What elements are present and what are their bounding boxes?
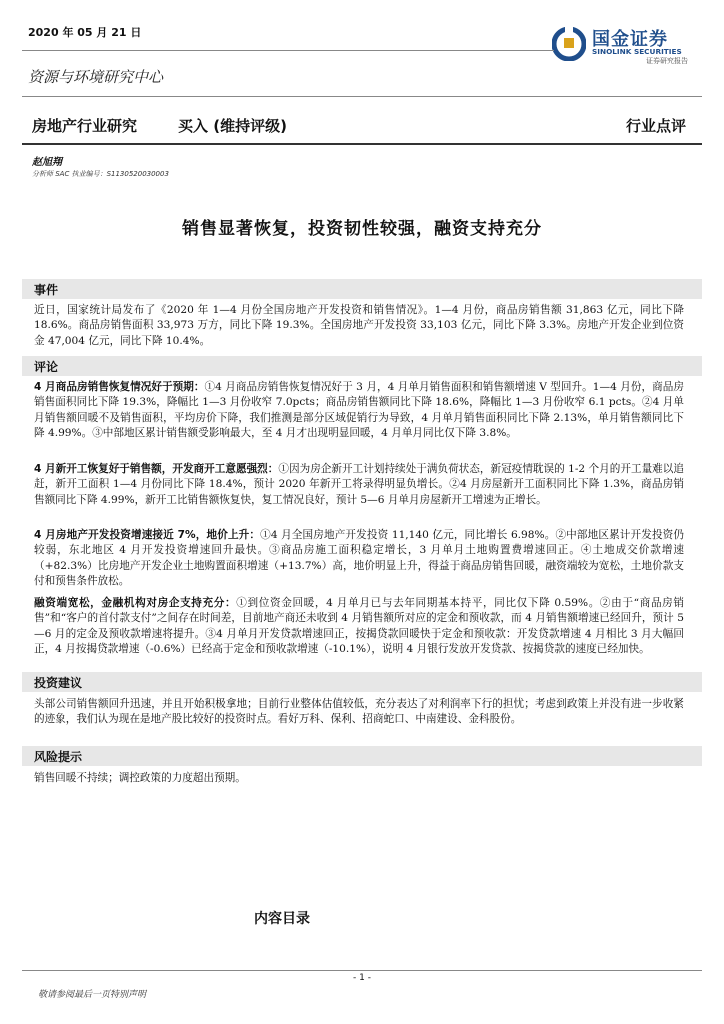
brand-name-en: SINOLINK SECURITIES <box>592 47 682 56</box>
risk-text: 销售回暖不持续；调控政策的力度超出预期。 <box>34 772 246 784</box>
comment-item-investment <box>34 528 684 590</box>
industry-label: 房地产行业研究 <box>32 117 138 135</box>
sinolink-logo-icon <box>552 27 586 61</box>
event-text: 近日，国家统计局发布了《2020 年 1—4 月份全国房地产开发投资和销售情况》。1—4 月份，商品房销售额 31,863 亿元，同比下降 18.6%。商品房销售面积 33,973 万方，同比下降 19.3%。全国房地产开发投资 33,103 亿元，同比下降 3.3%。房地产开发企业到位资金 47,004 亿元，同比下降 10.4%。 <box>34 304 684 347</box>
advice-text: 头部公司销售额回升迅速，并且开始积极拿地；目前行业整体估值较低，充分表达了对利润率下行的担忧；考虑到政策上并没有进一步收紧的迹象，我们认为现在是地产股比较好的投资时点。看好万科、保利、招商蛇口、中南建设、金科股份。 <box>34 698 684 726</box>
section-risk-header <box>22 746 702 766</box>
brand-name-cn: 国金证券 <box>592 29 668 50</box>
section-event-title: 事件 <box>34 283 59 297</box>
author-name: 赵旭翔 <box>32 157 62 168</box>
comment-item-lead: 4 月新开工恢复好于销售额，开发商开工意愿强烈： <box>34 463 279 475</box>
report-title: 销售显著恢复，投资韧性较强，融资支持充分 <box>182 219 542 239</box>
header-rule <box>22 96 702 97</box>
brand-subtitle: 证券研究报告 <box>646 57 688 65</box>
author-license: 分析师 SAC 执业编号：S1130520030003 <box>32 170 169 178</box>
section-comment-title: 评论 <box>34 360 59 374</box>
rating-label: 买入 (维持评级) <box>178 117 287 135</box>
header-rule-top <box>22 50 554 51</box>
comment-item-sales <box>34 380 684 442</box>
comment-item-text: ①因为房企新开工计划持续处于满负荷状态，新冠疫情耽误的 1-2 个月的开工量难以追赶，新开工面积 1—4 月份同比下降 18.4%，预计 2020 年新开工将录得明显负增长。②4 月房屋新开工面积同比下降 1.3%，商品房销售额同比下降 4.99%，新开工比销售额恢复快，复工情况良好，预计 5—6 月单月房屋新开工增速为正增长。 <box>34 463 684 506</box>
footer-disclaimer: 敬请参阅最后一页特别声明 <box>38 990 147 1000</box>
comment-item-lead: 4 月房地产开发投资增速接近 7%，地价上升： <box>34 529 261 541</box>
section-advice-header <box>22 672 702 692</box>
section-advice-title: 投资建议 <box>34 676 83 690</box>
comment-item-text: ①到位资金回暖，4 月单月已与去年同期基本持平，同比仅下降 0.59%。②由于“商品房销售”和“客户的首付款支付”之间存在时间差，目前地产商还未收到 4 月销售额所对应的定金和预收款，而 4 月销售额增速已经回升，预计 5—6 月的定金及预收款增速将提升。③4 月单月开发贷款增速回正，按揭贷款回暖快于定金和预收款：开发贷款增速 4 月相比 3 月大幅回正，4 月按揭贷款增速（-0.6%）已经高于定金和预收款增速（-10.1%），说明 4 月银行发放开发贷款、按揭贷款的速度已经加快。 <box>34 597 685 656</box>
research-center: 资源与环境研究中心 <box>28 68 164 86</box>
footer-rule <box>22 970 702 971</box>
comment-item-text: ①4 月全国房地产开发投资 11,140 亿元，同比增长 6.98%。②中部地区累计开发投资仍较弱，东北地区 4 月开发投资增速回升最快。③商品房施工面积稳定增长，3 月单月土地购置费增速回正。④土地成交价款增速（+82.3%）比房地产开发企业土地购置面积增速（+13.7%）高，地价明显上升，得益于商品房销售回暖，融资端较为宽松，土地价款支付和预售条件放松。 <box>34 529 684 588</box>
comment-item-lead: 融资端宽松，金融机构对房企支持充分： <box>34 597 237 609</box>
section-comment-header <box>22 356 702 376</box>
comment-item-new-starts <box>34 462 684 508</box>
comment-item-financing <box>34 596 684 658</box>
doc-type: 行业点评 <box>625 117 686 135</box>
comment-item-text: ①4 月商品房销售恢复情况好于 3 月，4 月单月销售面积和销售额增速 V 型回升。1—4 月份，商品房销售面积同比下降 19.3%，降幅比 1—3 月份收窄 7.0pcts；商品房销售额同比下降 18.6%，降幅比 1—3 月份收窄 6.1 pcts。②4 月单月销售额回暖不及销售面积，平均房价下降，我们推测是部分区域促销行为导致，4 月单月销售面积同比下降 2.13%，单月销售额同比下降 4.99%。③中部地区累计销售额受影响最大，至 4 月才出现明显回暖，4 月单月同比仅下降 3.8%。 <box>34 381 685 440</box>
toc-title: 内容目录 <box>254 911 310 927</box>
section-event-header <box>22 279 702 299</box>
header-rule-bold <box>22 143 702 145</box>
report-date: 2020 年 05 月 21 日 <box>28 26 142 39</box>
page-number: - 1 - <box>353 973 371 983</box>
comment-item-lead: 4 月商品房销售恢复情况好于预期： <box>34 381 205 393</box>
section-risk-title: 风险提示 <box>34 750 83 764</box>
